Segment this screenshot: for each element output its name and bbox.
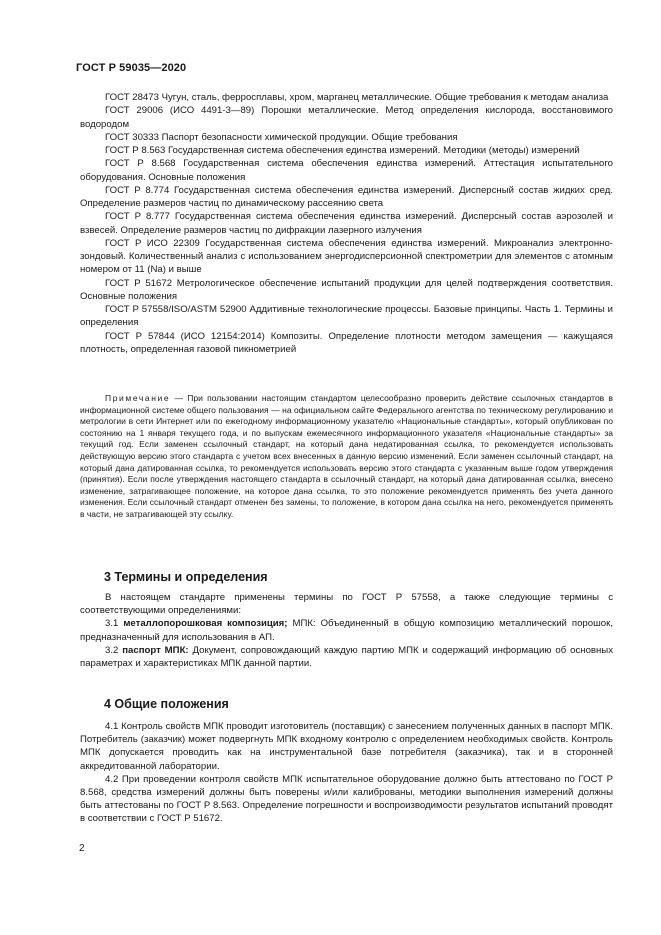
reference-item: ГОСТ Р 8.777 Государственная система обеспечения единства измерений. Дисперсный состав аэрозолей и взвесей. Определение размеров частиц по дифракции лазерного излучения bbox=[80, 211, 613, 236]
term-definition bbox=[80, 644, 613, 670]
normative-references-list bbox=[80, 91, 613, 356]
document-header: ГОСТ Р 59035—2020 bbox=[76, 62, 187, 74]
reference-item: ГОСТ Р 57558/ISO/ASTM 52900 Аддитивные технологические процессы. Базовые принципы. Часть 1. Термины и определения bbox=[80, 304, 613, 329]
term-number: 3.1 bbox=[105, 618, 124, 630]
clause-4-1: 4.1 Контроль свойств МПК проводит изготовитель (поставщик) с занесением полученных данных в паспорт МПК. Потребитель (заказчик) может подвергнуть МПК входному контролю с определением необходимых свойств. Контроль МПК допускается проводить как на инструментальной базе потребителя (заказчика), так и в сторонней аккредитованной лаборатории. bbox=[80, 721, 613, 772]
note-text: — При пользовании настоящим стандартом целесообразно проверить действие ссылочных стандартов в информационной системе общего пользования — на официальном сайте Федерального агентства по техническому регулированию и метрологии в сети Интернет или по ежегодному информационному указателю «Национальные стандарты», который опубликован по состоянию на 1 января текущего года, и по выпускам ежемесячного информационного указателя «Национальные стандарты» за текущий год. Если заменен ссылочный стандарт, на который дана недатированная ссылка, то рекомендуется использовать действующую версию этого стандарта с учетом всех внесенных в данную версию изменений. Если заменен ссылочный стандарт, на который дана датированная ссылка, то рекомендуется использовать версию этого стандарта с указанным выше годом утверждения (принятия). Если после утверждения настоящего стандарта в ссылочный стандарт, на который дана датированная ссылка, внесено изменение, затрагивающее положение, на которое дана ссылка, то это положение рекомендуется применять без учета данного изменения. Если ссылочный стандарт отменен без замены, то положение, в котором дана ссылка на него, рекомендуется применять в части, не затрагивающей эту ссылку. bbox=[80, 393, 613, 519]
reference-item: ГОСТ Р 8.774 Государственная система обеспечения единства измерений. Дисперсный состав жидких сред. Определение размеров частиц по динамическому рассеянию света bbox=[80, 184, 613, 209]
note-paragraph bbox=[80, 393, 613, 521]
reference-item: ГОСТ 28473 Чугун, сталь, ферросплавы, хром, марганец металлические. Общие требования к методам анализа bbox=[105, 92, 609, 103]
note-label: Примечание bbox=[105, 393, 171, 403]
section-3-intro: В настоящем стандарте применены термины по ГОСТ Р 57558, а также следующие термины с соответствующими определениями: bbox=[80, 592, 613, 617]
reference-item: ГОСТ Р 57844 (ИСО 12154:2014) Композиты. Определение плотности методом замещения — кажущаяся плотность, определенная газовой пикнометрией bbox=[80, 330, 613, 355]
clause-4-2: 4.2 При проведении контроля свойств МПК испытательное оборудование должно быть аттестовано по ГОСТ Р 8.568, средства измерений должны быть поверены и/или калиброваны, методики выполнения измерений должны быть аттестованы по ГОСТ Р 8.563. Определение погрешности и воспроизводимости результатов испытаний проводят в соответствии с ГОСТ Р 51672. bbox=[80, 773, 613, 825]
section-4-body bbox=[80, 720, 613, 826]
term-definition-text: Документ, сопровождающий каждую партию МПК и содержащий информацию об основных параметрах и характеристиках МПК данной партии. bbox=[80, 644, 613, 670]
reference-item: ГОСТ Р ИСО 22309 Государственная система обеспечения единства измерений. Микроанализ электронно-зондовый. Количественный анализ с использованием энергодисперсионной спектрометрии для элементов с атомным номером от 11 (Na) и выше bbox=[80, 237, 613, 276]
reference-item: ГОСТ Р 8.568 Государственная система обеспечения единства измерений. Аттестация испытательного оборудования. Основные положения bbox=[80, 158, 613, 183]
term-number: 3.2 bbox=[105, 644, 123, 656]
term-name: паспорт МПК: bbox=[122, 644, 193, 656]
reference-item: ГОСТ 30333 Паспорт безопасности химической продукции. Общие требования bbox=[105, 131, 458, 143]
section-4-heading: 4 Общие положения bbox=[104, 697, 229, 711]
term-definition bbox=[80, 617, 613, 643]
page-number: 2 bbox=[79, 843, 85, 854]
reference-item: ГОСТ Р 8.563 Государственная система обеспечения единства измерений. Методики (методы) измерений bbox=[105, 145, 580, 156]
term-name: металлопорошковая композиция; bbox=[123, 618, 293, 630]
term-definition-text: МПК: Объединенный в общую композицию металлический порошок, предназначенный для использования в АП. bbox=[80, 618, 613, 643]
note-block bbox=[80, 393, 613, 521]
section-3-heading: 3 Термины и определения bbox=[104, 570, 268, 584]
section-3-body bbox=[80, 591, 613, 670]
reference-item: ГОСТ Р 51672 Метрологическое обеспечение испытаний продукции для целей подтверждения соответствия. Основные положения bbox=[80, 277, 613, 302]
reference-item: ГОСТ 29006 (ИСО 4491-3—89) Порошки металлические. Метод определения кислорода, восстановимого водородом bbox=[80, 105, 613, 130]
